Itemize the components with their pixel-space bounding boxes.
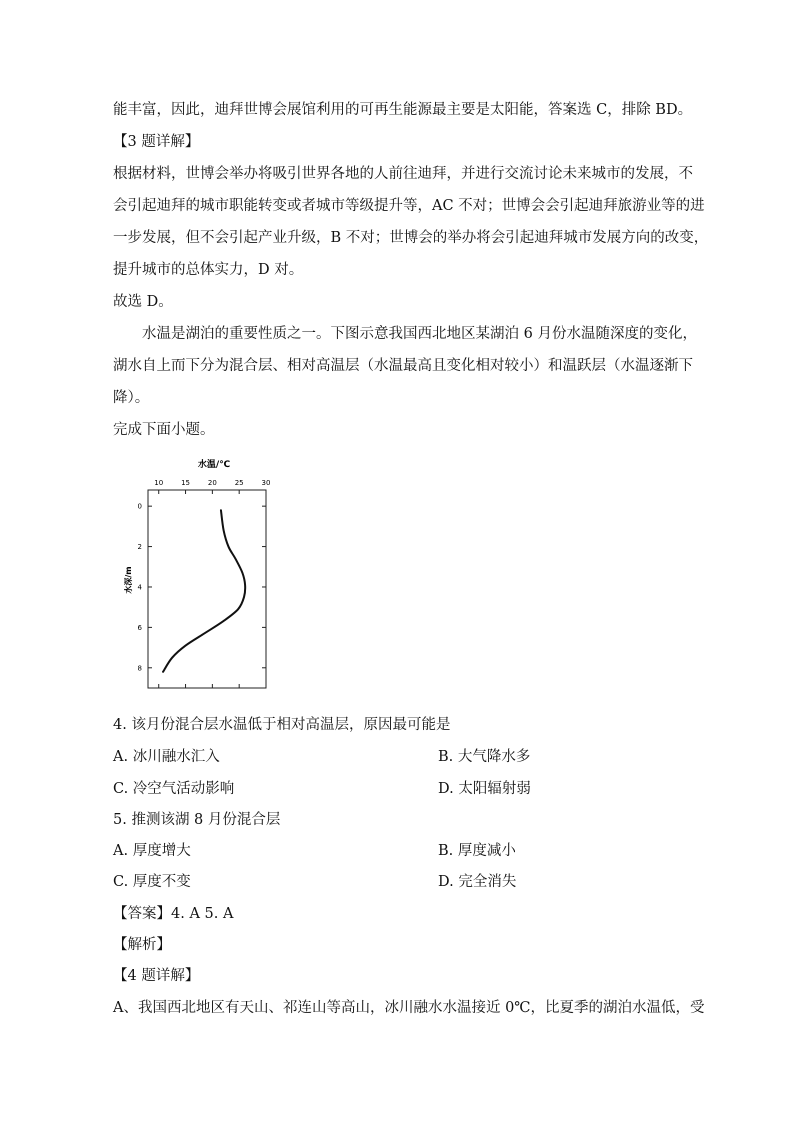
question-4-option-a: A. 冰川融水汇入 [113,749,220,765]
paragraph-line: 根据材料，世博会举办将吸引世界各地的人前往迪拜，并进行交流讨论未来城市的发展，不 [113,166,693,182]
y-axis-label: 水深/m [124,566,133,594]
y-tick-label: 8 [137,664,142,673]
question-4-option-d: D. 太阳辐射弱 [438,781,531,797]
analysis-heading: 【解析】 [113,937,171,953]
material-paragraph: 水温是湖泊的重要性质之一。下图示意我国西北地区某湖泊 6 月份水温随深度的变化， [142,326,697,342]
chart-svg [118,452,288,697]
series-group [163,510,245,672]
paragraph-line: A、我国西北地区有天山、祁连山等高山，冰川融水水温接近 0℃，比夏季的湖泊水温低，受 [113,1000,705,1016]
axis-ticks [138,479,271,688]
paragraph-line: 能丰富，因此，迪拜世博会展馆利用的可再生能源最主要是太阳能，答案选 C，排除 BD。 [113,102,693,118]
answer-line: 【答案】4. A 5. A [113,906,234,922]
x-tick-label: 20 [207,479,217,487]
section-heading-q4-detail: 【4 题详解】 [113,968,200,984]
y-tick-label: 2 [137,543,142,552]
question-5-option-a: A. 厚度增大 [113,843,191,859]
question-5-option-b: B. 厚度减小 [438,843,516,859]
paragraph-line: 提升城市的总体实力，D 对。 [113,262,304,278]
question-4-stem: 4. 该月份混合层水温低于相对高温层，原因最可能是 [113,717,451,733]
plot-frame [148,490,266,688]
water-temperature-chart [118,452,288,697]
question-5-stem: 5. 推测该湖 8 月份混合层 [113,812,281,828]
temperature-profile-line [163,510,245,672]
question-5-option-c: C. 厚度不变 [113,874,191,890]
question-5-option-d: D. 完全消失 [438,874,517,890]
x-tick-label: 25 [234,479,244,487]
question-4-option-b: B. 大气降水多 [438,749,531,765]
material-paragraph: 湖水自上而下分为混合层、相对高温层（水温最高且变化相对较小）和温跃层（水温逐渐下 [113,358,693,374]
y-tick-label: 0 [137,502,142,511]
instruction-text: 完成下面小题。 [113,422,215,438]
material-paragraph: 降）。 [113,390,150,406]
x-tick-label: 30 [261,479,271,487]
paragraph-line: 会引起迪拜的城市职能转变或者城市等级提升等，AC 不对；世博会会引起迪拜旅游业等的进 [113,198,705,214]
y-tick-label: 4 [137,583,142,592]
section-heading-q3-detail: 【3 题详解】 [113,134,200,150]
question-4-option-c: C. 冷空气活动影响 [113,781,235,797]
paragraph-line: 故选 D。 [113,294,173,310]
x-axis-label: 水温/℃ [197,460,231,470]
y-tick-label: 6 [137,623,142,632]
x-tick-label: 10 [154,479,164,487]
paragraph-line: 一步发展，但不会引起产业升级，B 不对；世博会的举办将会引起迪拜城市发展方向的改变， [113,230,709,246]
x-tick-label: 15 [181,479,191,487]
